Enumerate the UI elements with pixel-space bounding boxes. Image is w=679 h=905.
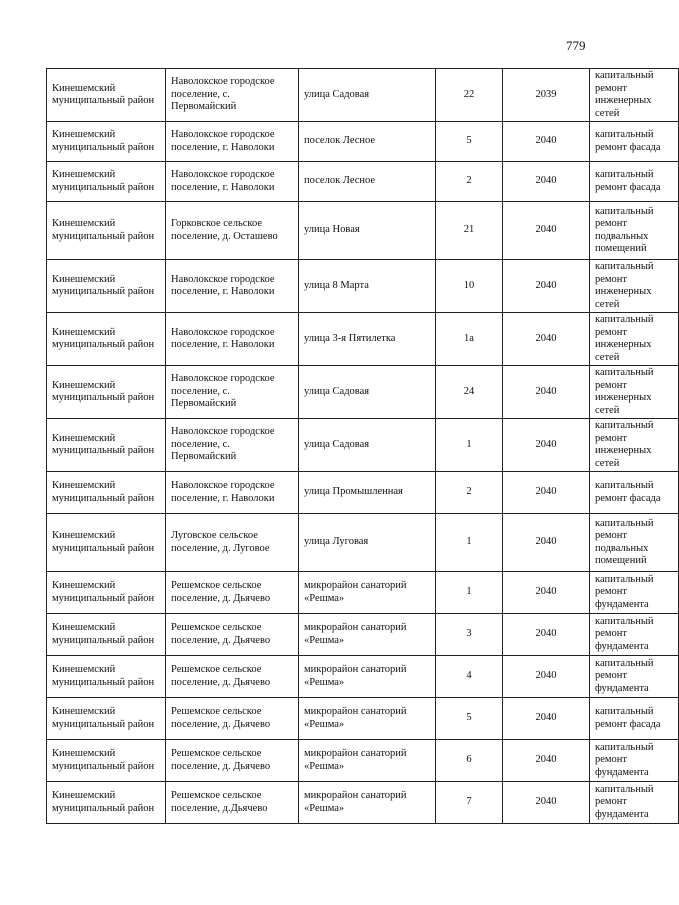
year-cell: 2040 bbox=[503, 419, 590, 472]
table-row bbox=[47, 656, 679, 698]
table-row bbox=[47, 69, 679, 122]
street-cell: микрорайон санаторий «Решма» bbox=[299, 614, 436, 656]
street-cell: улица Садовая bbox=[299, 69, 436, 122]
year-cell: 2040 bbox=[503, 572, 590, 614]
street-cell: микрорайон санаторий «Решма» bbox=[299, 740, 436, 782]
settlement-cell: Наволокское городское поселение, с. Первомайский bbox=[166, 419, 299, 472]
street-cell: микрорайон санаторий «Решма» bbox=[299, 698, 436, 740]
table-row bbox=[47, 698, 679, 740]
house-number-cell: 5 bbox=[436, 122, 503, 162]
district-cell: Кинешемский муниципальный район bbox=[47, 572, 166, 614]
table-row bbox=[47, 782, 679, 824]
work-type-cell: капитальный ремонт фундамента bbox=[590, 572, 679, 614]
year-cell: 2040 bbox=[503, 162, 590, 202]
district-cell: Кинешемский муниципальный район bbox=[47, 366, 166, 419]
house-number-cell: 7 bbox=[436, 782, 503, 824]
district-cell: Кинешемский муниципальный район bbox=[47, 313, 166, 366]
work-type-cell: капитальный ремонт фасада bbox=[590, 162, 679, 202]
settlement-cell: Луговское сельское поселение, д. Луговое bbox=[166, 514, 299, 572]
page-number: 779 bbox=[566, 38, 586, 53]
street-cell: улица 3-я Пятилетка bbox=[299, 313, 436, 366]
work-type-cell: капитальный ремонт инженерных сетей bbox=[590, 260, 679, 313]
year-cell: 2040 bbox=[503, 472, 590, 514]
settlement-cell: Наволокское городское поселение, г. Наволоки bbox=[166, 260, 299, 313]
settlement-cell: Наволокское городское поселение, с. Первомайский bbox=[166, 69, 299, 122]
house-number-cell: 10 bbox=[436, 260, 503, 313]
year-cell: 2040 bbox=[503, 514, 590, 572]
house-number-cell: 2 bbox=[436, 162, 503, 202]
work-type-cell: капитальный ремонт фундамента bbox=[590, 614, 679, 656]
street-cell: улица Промышленная bbox=[299, 472, 436, 514]
table-row bbox=[47, 202, 679, 260]
table-row bbox=[47, 366, 679, 419]
settlement-cell: Решемское сельское поселение, д. Дьячево bbox=[166, 698, 299, 740]
work-type-cell: капитальный ремонт фасада bbox=[590, 122, 679, 162]
work-type-cell: капитальный ремонт фундамента bbox=[590, 740, 679, 782]
table-row bbox=[47, 313, 679, 366]
table-row bbox=[47, 740, 679, 782]
street-cell: улица 8 Марта bbox=[299, 260, 436, 313]
table-row bbox=[47, 572, 679, 614]
settlement-cell: Решемское сельское поселение, д. Дьячево bbox=[166, 740, 299, 782]
repair-schedule-table bbox=[46, 68, 679, 824]
year-cell: 2040 bbox=[503, 260, 590, 313]
district-cell: Кинешемский муниципальный район bbox=[47, 782, 166, 824]
settlement-cell: Решемское сельское поселение, д. Дьячево bbox=[166, 656, 299, 698]
settlement-cell: Наволокское городское поселение, г. Наволоки bbox=[166, 472, 299, 514]
district-cell: Кинешемский муниципальный район bbox=[47, 514, 166, 572]
settlement-cell: Горковское сельское поселение, д. Осташево bbox=[166, 202, 299, 260]
settlement-cell: Наволокское городское поселение, г. Наволоки bbox=[166, 162, 299, 202]
district-cell: Кинешемский муниципальный район bbox=[47, 472, 166, 514]
district-cell: Кинешемский муниципальный район bbox=[47, 69, 166, 122]
street-cell: улица Садовая bbox=[299, 419, 436, 472]
house-number-cell: 21 bbox=[436, 202, 503, 260]
table-row bbox=[47, 260, 679, 313]
district-cell: Кинешемский муниципальный район bbox=[47, 419, 166, 472]
table-row bbox=[47, 419, 679, 472]
street-cell: поселок Лесное bbox=[299, 122, 436, 162]
district-cell: Кинешемский муниципальный район bbox=[47, 614, 166, 656]
house-number-cell: 3 bbox=[436, 614, 503, 656]
work-type-cell: капитальный ремонт подвальных помещений bbox=[590, 514, 679, 572]
work-type-cell: капитальный ремонт подвальных помещений bbox=[590, 202, 679, 260]
year-cell: 2040 bbox=[503, 122, 590, 162]
work-type-cell: капитальный ремонт инженерных сетей bbox=[590, 69, 679, 122]
year-cell: 2040 bbox=[503, 698, 590, 740]
house-number-cell: 1 bbox=[436, 514, 503, 572]
house-number-cell: 1а bbox=[436, 313, 503, 366]
table-row bbox=[47, 122, 679, 162]
street-cell: микрорайон санаторий «Решма» bbox=[299, 656, 436, 698]
work-type-cell: капитальный ремонт фасада bbox=[590, 698, 679, 740]
work-type-cell: капитальный ремонт инженерных сетей bbox=[590, 313, 679, 366]
district-cell: Кинешемский муниципальный район bbox=[47, 740, 166, 782]
work-type-cell: капитальный ремонт инженерных сетей bbox=[590, 419, 679, 472]
year-cell: 2040 bbox=[503, 614, 590, 656]
year-cell: 2039 bbox=[503, 69, 590, 122]
work-type-cell: капитальный ремонт фундамента bbox=[590, 782, 679, 824]
district-cell: Кинешемский муниципальный район bbox=[47, 202, 166, 260]
house-number-cell: 4 bbox=[436, 656, 503, 698]
settlement-cell: Решемское сельское поселение, д. Дьячево bbox=[166, 614, 299, 656]
street-cell: улица Луговая bbox=[299, 514, 436, 572]
settlement-cell: Решемское сельское поселение, д.Дьячево bbox=[166, 782, 299, 824]
district-cell: Кинешемский муниципальный район bbox=[47, 122, 166, 162]
house-number-cell: 24 bbox=[436, 366, 503, 419]
street-cell: микрорайон санаторий «Решма» bbox=[299, 572, 436, 614]
year-cell: 2040 bbox=[503, 313, 590, 366]
table-row bbox=[47, 162, 679, 202]
house-number-cell: 2 bbox=[436, 472, 503, 514]
year-cell: 2040 bbox=[503, 740, 590, 782]
district-cell: Кинешемский муниципальный район bbox=[47, 698, 166, 740]
settlement-cell: Решемское сельское поселение, д. Дьячево bbox=[166, 572, 299, 614]
street-cell: поселок Лесное bbox=[299, 162, 436, 202]
street-cell: микрорайон санаторий «Решма» bbox=[299, 782, 436, 824]
work-type-cell: капитальный ремонт инженерных сетей bbox=[590, 366, 679, 419]
house-number-cell: 22 bbox=[436, 69, 503, 122]
work-type-cell: капитальный ремонт фундамента bbox=[590, 656, 679, 698]
district-cell: Кинешемский муниципальный район bbox=[47, 162, 166, 202]
year-cell: 2040 bbox=[503, 202, 590, 260]
street-cell: улица Новая bbox=[299, 202, 436, 260]
settlement-cell: Наволокское городское поселение, г. Наволоки bbox=[166, 313, 299, 366]
year-cell: 2040 bbox=[503, 366, 590, 419]
table-row bbox=[47, 472, 679, 514]
house-number-cell: 6 bbox=[436, 740, 503, 782]
house-number-cell: 5 bbox=[436, 698, 503, 740]
year-cell: 2040 bbox=[503, 656, 590, 698]
district-cell: Кинешемский муниципальный район bbox=[47, 260, 166, 313]
settlement-cell: Наволокское городское поселение, с. Первомайский bbox=[166, 366, 299, 419]
street-cell: улица Садовая bbox=[299, 366, 436, 419]
table-body bbox=[47, 69, 679, 824]
work-type-cell: капитальный ремонт фасада bbox=[590, 472, 679, 514]
district-cell: Кинешемский муниципальный район bbox=[47, 656, 166, 698]
table-row bbox=[47, 614, 679, 656]
year-cell: 2040 bbox=[503, 782, 590, 824]
house-number-cell: 1 bbox=[436, 572, 503, 614]
house-number-cell: 1 bbox=[436, 419, 503, 472]
settlement-cell: Наволокское городское поселение, г. Наволоки bbox=[166, 122, 299, 162]
table-row bbox=[47, 514, 679, 572]
